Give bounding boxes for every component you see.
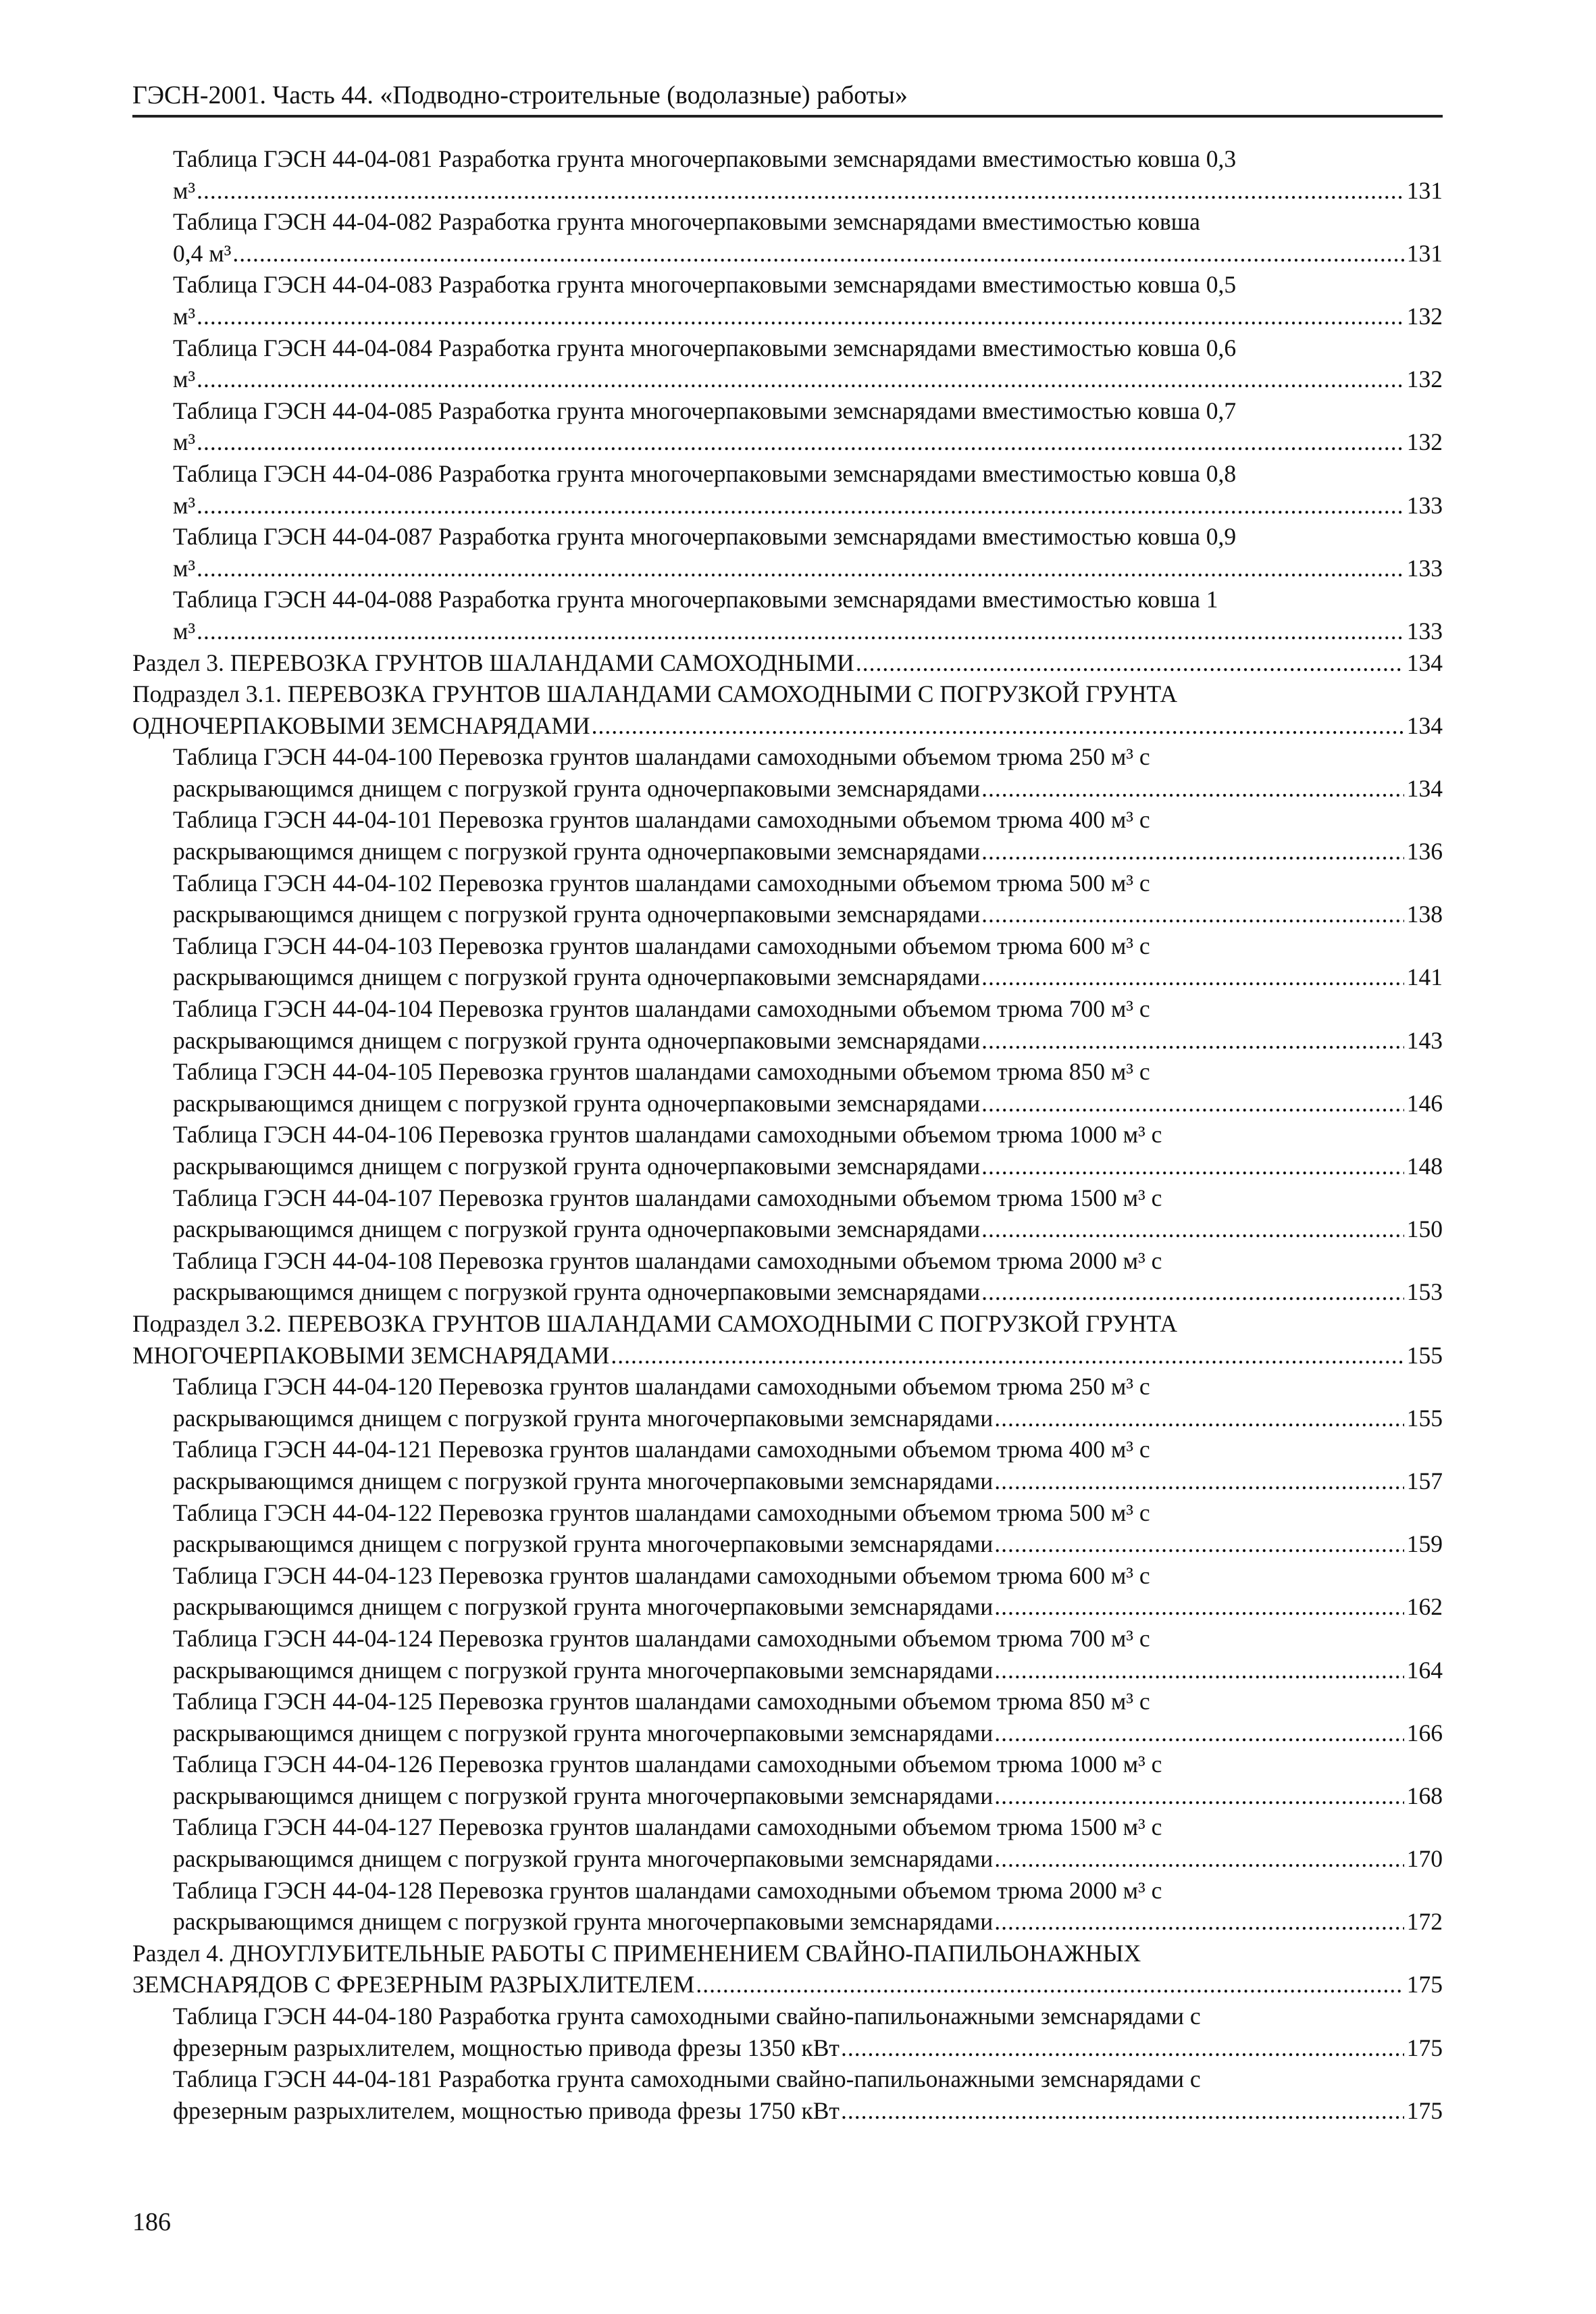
dot-leader bbox=[981, 836, 1404, 867]
dot-leader bbox=[994, 1655, 1404, 1686]
dot-leader bbox=[197, 553, 1404, 584]
toc-section-entry[interactable] bbox=[132, 647, 1443, 679]
toc-table-entry[interactable] bbox=[132, 458, 1443, 521]
toc-entry-line bbox=[132, 993, 1443, 1025]
toc-entry-text: раскрывающимся днищем с погрузкой грунта многочерпаковыми земснарядами bbox=[173, 1530, 994, 1558]
toc-table-entry[interactable] bbox=[132, 1811, 1443, 1874]
dot-leader bbox=[994, 1906, 1404, 1938]
toc-entry-line bbox=[132, 867, 1443, 899]
toc-page-number: 162 bbox=[1406, 1593, 1443, 1621]
toc-entry-text: м³ bbox=[173, 554, 196, 582]
toc-page-number: 146 bbox=[1406, 1089, 1443, 1117]
dot-leader bbox=[856, 647, 1404, 679]
toc-entry-text: раскрывающимся днищем с погрузкой грунта одночерпаковыми земснарядами bbox=[173, 963, 981, 991]
toc-entry-line bbox=[132, 1843, 1443, 1875]
toc-entry-line bbox=[132, 426, 1443, 458]
toc-table-entry[interactable] bbox=[132, 521, 1443, 584]
toc-entry-line bbox=[132, 2032, 1443, 2064]
toc-entry-line bbox=[132, 238, 1443, 270]
toc-table-entry[interactable] bbox=[132, 1182, 1443, 1245]
toc-entry-line bbox=[132, 1906, 1443, 1938]
toc-page-number: 134 bbox=[1406, 711, 1443, 739]
dot-leader bbox=[994, 1591, 1404, 1623]
dot-leader bbox=[981, 899, 1404, 930]
toc-entry-text: Таблица ГЭСН 44-04-122 Перевозка грунтов шаландами самоходными объемом трюма 500 м³ с bbox=[173, 1499, 1150, 1526]
toc-entry-text: м³ bbox=[173, 366, 196, 393]
toc-entry-text: 0,4 м³ bbox=[173, 239, 232, 267]
toc-table-entry[interactable] bbox=[132, 1119, 1443, 1182]
toc-entry-text: Таблица ГЭСН 44-04-128 Перевозка грунтов шаландами самоходными объемом трюма 2000 м³ с bbox=[173, 1876, 1162, 1904]
toc-entry-text: раскрывающимся днищем с погрузкой грунта одночерпаковыми земснарядами bbox=[173, 774, 981, 802]
toc-page-number: 150 bbox=[1406, 1215, 1443, 1243]
running-header: ГЭСН-2001. Часть 44. «Подводно-строительные (водолазные) работы» bbox=[132, 81, 908, 109]
toc-entry-text: Таблица ГЭСН 44-04-124 Перевозка грунтов шаландами самоходными объемом трюма 700 м³ с bbox=[173, 1624, 1150, 1652]
dot-leader bbox=[696, 1969, 1404, 2001]
dot-leader bbox=[841, 2032, 1404, 2064]
toc-page-number: 138 bbox=[1406, 901, 1443, 928]
toc-table-entry[interactable] bbox=[132, 395, 1443, 458]
dot-leader bbox=[981, 1151, 1404, 1182]
toc-entry-text: м³ bbox=[173, 617, 196, 645]
toc-page-number: 133 bbox=[1406, 617, 1443, 645]
toc-table-entry[interactable] bbox=[132, 2063, 1443, 2126]
toc-entry-text: м³ bbox=[173, 491, 196, 519]
toc-entry-text: Подраздел 3.1. ПЕРЕВОЗКА ГРУНТОВ ШАЛАНДАМИ САМОХОДНЫМИ С ПОГРУЗКОЙ ГРУНТА bbox=[132, 680, 1178, 708]
toc-entry-text: раскрывающимся днищем с погрузкой грунта многочерпаковыми земснарядами bbox=[173, 1593, 994, 1621]
toc-entry-line bbox=[132, 301, 1443, 332]
toc-entry-text: раскрывающимся днищем с погрузкой грунта многочерпаковыми земснарядами bbox=[173, 1404, 994, 1432]
toc-table-entry[interactable] bbox=[132, 584, 1443, 647]
toc-entry-line bbox=[132, 1938, 1443, 1969]
toc-entry-text: раскрывающимся днищем с погрузкой грунта одночерпаковыми земснарядами bbox=[173, 1153, 981, 1180]
toc-entry-text: раскрывающимся днищем с погрузкой грунта одночерпаковыми земснарядами bbox=[173, 1215, 981, 1243]
toc-entry-line bbox=[132, 490, 1443, 522]
toc-entry-text: ОДНОЧЕРПАКОВЫМИ ЗЕМСНАРЯДАМИ bbox=[132, 711, 590, 739]
toc-entry-text: раскрывающимся днищем с погрузкой грунта многочерпаковыми земснарядами bbox=[173, 1782, 994, 1809]
toc-entry-text: Таблица ГЭСН 44-04-180 Разработка грунта самоходными свайно-папильонажными земснарядами с bbox=[173, 2003, 1201, 2030]
toc-entry-line bbox=[132, 1780, 1443, 1812]
toc-table-entry[interactable] bbox=[132, 867, 1443, 930]
toc-entry-line bbox=[132, 961, 1443, 993]
dot-leader bbox=[197, 615, 1404, 647]
toc-entry-line bbox=[132, 1686, 1443, 1717]
toc-entry-text: Таблица ГЭСН 44-04-108 Перевозка грунтов шаландами самоходными объемом трюма 2000 м³ с bbox=[173, 1247, 1162, 1274]
toc-page-number: 168 bbox=[1406, 1782, 1443, 1809]
toc-page-number: 134 bbox=[1406, 774, 1443, 802]
toc-page-number: 136 bbox=[1406, 838, 1443, 865]
toc-entry-line bbox=[132, 1151, 1443, 1182]
toc-entry-text: Таблица ГЭСН 44-04-082 Разработка грунта многочерпаковыми земснарядами вместимостью ковша bbox=[173, 208, 1200, 236]
toc-entry-text: МНОГОЧЕРПАКОВЫМИ ЗЕМСНАРЯДАМИ bbox=[132, 1341, 610, 1369]
toc-page-number: 159 bbox=[1406, 1530, 1443, 1558]
toc-entry-line bbox=[132, 710, 1443, 742]
toc-table-entry[interactable] bbox=[132, 1623, 1443, 1686]
toc-entry-line bbox=[132, 1655, 1443, 1686]
toc-entry-line bbox=[132, 206, 1443, 238]
toc-page-number: 172 bbox=[1406, 1908, 1443, 1936]
dot-leader bbox=[197, 363, 1404, 395]
toc-page-number: 155 bbox=[1406, 1341, 1443, 1369]
toc-section-entry[interactable] bbox=[132, 1308, 1443, 1371]
toc-entry-text: Таблица ГЭСН 44-04-125 Перевозка грунтов шаландами самоходными объемом трюма 850 м³ с bbox=[173, 1688, 1150, 1715]
toc-entry-line bbox=[132, 175, 1443, 207]
toc-entry-text: раскрывающимся днищем с погрузкой грунта одночерпаковыми земснарядами bbox=[173, 838, 981, 865]
toc-entry-line bbox=[132, 2001, 1443, 2032]
toc-page-number: 153 bbox=[1406, 1278, 1443, 1306]
toc-entry-line bbox=[132, 1969, 1443, 2001]
toc-page-number: 133 bbox=[1406, 554, 1443, 582]
toc-entry-text: м³ bbox=[173, 428, 196, 456]
toc-entry-text: Таблица ГЭСН 44-04-087 Разработка грунта многочерпаковыми земснарядами вместимостью ковша 0,9 bbox=[173, 523, 1237, 551]
dot-leader bbox=[981, 961, 1404, 993]
toc-entry-line bbox=[132, 584, 1443, 615]
toc-entry-text: Таблица ГЭСН 44-04-121 Перевозка грунтов шаландами самоходными объемом трюма 400 м³ с bbox=[173, 1436, 1150, 1463]
toc-table-entry[interactable] bbox=[132, 2001, 1443, 2063]
toc-entry-line bbox=[132, 458, 1443, 490]
toc-table-entry[interactable] bbox=[132, 1056, 1443, 1119]
toc-entry-line bbox=[132, 1245, 1443, 1277]
toc-entry-text: раскрывающимся днищем с погрузкой грунта многочерпаковыми земснарядами bbox=[173, 1845, 994, 1873]
dot-leader bbox=[994, 1528, 1404, 1560]
page-number: 186 bbox=[132, 2208, 171, 2236]
dot-leader bbox=[841, 2095, 1404, 2127]
toc-entry-text: ЗЕМСНАРЯДОВ С ФРЕЗЕРНЫМ РАЗРЫХЛИТЕЛЕМ bbox=[132, 1971, 695, 1998]
toc-entry-text: Раздел 3. ПЕРЕВОЗКА ГРУНТОВ ШАЛАНДАМИ САМОХОДНЫМИ bbox=[132, 649, 854, 676]
dot-leader bbox=[611, 1340, 1404, 1372]
toc-page-number: 175 bbox=[1406, 1971, 1443, 1998]
toc-table-entry[interactable] bbox=[132, 930, 1443, 993]
toc-page-number: 132 bbox=[1406, 366, 1443, 393]
toc-entry-text: Таблица ГЭСН 44-04-100 Перевозка грунтов шаландами самоходными объемом трюма 250 м³ с bbox=[173, 743, 1150, 771]
toc-entry-text: Таблица ГЭСН 44-04-088 Разработка грунта многочерпаковыми земснарядами вместимостью ковша 1 bbox=[173, 586, 1218, 613]
toc-entry-line bbox=[132, 1340, 1443, 1372]
toc-entry-line bbox=[132, 930, 1443, 962]
toc-entry-line bbox=[132, 836, 1443, 867]
toc-section-entry[interactable] bbox=[132, 1938, 1443, 2001]
toc-page-number: 175 bbox=[1406, 2034, 1443, 2061]
toc-entry-text: Таблица ГЭСН 44-04-126 Перевозка грунтов шаландами самоходными объемом трюма 1000 м³ с bbox=[173, 1751, 1162, 1778]
toc-entry-line bbox=[132, 521, 1443, 553]
toc-entry-text: раскрывающимся днищем с погрузкой грунта многочерпаковыми земснарядами bbox=[173, 1656, 994, 1684]
toc-entry-text: раскрывающимся днищем с погрузкой грунта многочерпаковыми земснарядами bbox=[173, 1908, 994, 1936]
toc-table-entry[interactable] bbox=[132, 206, 1443, 269]
dot-leader bbox=[197, 175, 1404, 207]
toc-page-number: 155 bbox=[1406, 1404, 1443, 1432]
toc-entry-line bbox=[132, 1875, 1443, 1907]
toc-page-number: 157 bbox=[1406, 1467, 1443, 1494]
toc-entry-text: м³ bbox=[173, 302, 196, 330]
toc-entry-text: Таблица ГЭСН 44-04-103 Перевозка грунтов шаландами самоходными объемом трюма 600 м³ с bbox=[173, 932, 1150, 959]
toc-entry-text: фрезерным разрыхлителем, мощностью привода фрезы 1750 кВт bbox=[173, 2096, 840, 2124]
toc-page-number: 175 bbox=[1406, 2096, 1443, 2124]
toc-page-number: 132 bbox=[1406, 428, 1443, 456]
toc-entry-line bbox=[132, 1403, 1443, 1434]
toc-entry-line bbox=[132, 269, 1443, 301]
toc-page-number: 132 bbox=[1406, 302, 1443, 330]
toc-entry-text: раскрывающимся днищем с погрузкой грунта многочерпаковыми земснарядами bbox=[173, 1719, 994, 1746]
dot-leader bbox=[592, 710, 1404, 742]
dot-leader bbox=[981, 1025, 1404, 1057]
toc-entry-text: Подраздел 3.2. ПЕРЕВОЗКА ГРУНТОВ ШАЛАНДАМИ САМОХОДНЫМИ С ПОГРУЗКОЙ ГРУНТА bbox=[132, 1309, 1178, 1337]
toc-entry-line bbox=[132, 1591, 1443, 1623]
toc-entry-text: Таблица ГЭСН 44-04-102 Перевозка грунтов шаландами самоходными объемом трюма 500 м³ с bbox=[173, 869, 1150, 897]
toc-entry-text: Таблица ГЭСН 44-04-083 Разработка грунта многочерпаковыми земснарядами вместимостью ковша 0,5 bbox=[173, 271, 1237, 299]
toc-entry-line bbox=[132, 1308, 1443, 1340]
toc-entry-line bbox=[132, 332, 1443, 364]
dot-leader bbox=[197, 426, 1404, 458]
toc-entry-line bbox=[132, 1119, 1443, 1151]
dot-leader bbox=[994, 1843, 1404, 1875]
toc-table-entry[interactable] bbox=[132, 143, 1443, 206]
toc-entry-text: Таблица ГЭСН 44-04-107 Перевозка грунтов шаландами самоходными объемом трюма 1500 м³ с bbox=[173, 1184, 1162, 1211]
toc-table-entry[interactable] bbox=[132, 269, 1443, 332]
dot-leader bbox=[197, 490, 1404, 522]
toc-entry-line bbox=[132, 1528, 1443, 1560]
toc-entry-text: раскрывающимся днищем с погрузкой грунта одночерпаковыми земснарядами bbox=[173, 1026, 981, 1054]
dot-leader bbox=[232, 238, 1404, 270]
toc-table-entry[interactable] bbox=[132, 1434, 1443, 1496]
dot-leader bbox=[981, 1088, 1404, 1120]
dot-leader bbox=[981, 1213, 1404, 1245]
toc-entry-text: Таблица ГЭСН 44-04-085 Разработка грунта многочерпаковыми земснарядами вместимостью ковша 0,7 bbox=[173, 397, 1237, 424]
toc-entry-line bbox=[132, 1056, 1443, 1088]
toc-section-entry[interactable] bbox=[132, 678, 1443, 741]
toc-entry-line bbox=[132, 143, 1443, 175]
dot-leader bbox=[981, 1276, 1404, 1308]
toc-entry-line bbox=[132, 1811, 1443, 1843]
toc-page-number: 141 bbox=[1406, 963, 1443, 991]
toc-table-entry[interactable] bbox=[132, 1560, 1443, 1623]
dot-leader bbox=[981, 773, 1404, 805]
toc-table-entry[interactable] bbox=[132, 1371, 1443, 1434]
toc-entry-text: Таблица ГЭСН 44-04-181 Разработка грунта самоходными свайно-папильонажными земснарядами с bbox=[173, 2065, 1201, 2093]
toc-entry-line bbox=[132, 1497, 1443, 1529]
toc-page-number: 166 bbox=[1406, 1719, 1443, 1746]
toc-entry-text: м³ bbox=[173, 176, 196, 204]
header-rule bbox=[132, 115, 1443, 118]
dot-leader bbox=[994, 1465, 1404, 1497]
toc-entry-text: Таблица ГЭСН 44-04-101 Перевозка грунтов шаландами самоходными объемом трюма 400 м³ с bbox=[173, 806, 1150, 834]
toc-page-number: 133 bbox=[1406, 491, 1443, 519]
toc-entry-line bbox=[132, 1434, 1443, 1465]
toc-table-entry[interactable] bbox=[132, 1245, 1443, 1308]
toc-entry-line bbox=[132, 2063, 1443, 2095]
toc-entry-line bbox=[132, 773, 1443, 805]
dot-leader bbox=[994, 1717, 1404, 1749]
toc-entry-line bbox=[132, 363, 1443, 395]
toc-entry-line bbox=[132, 899, 1443, 930]
toc-entry-text: фрезерным разрыхлителем, мощностью привода фрезы 1350 кВт bbox=[173, 2034, 840, 2061]
toc-table-entry[interactable] bbox=[132, 804, 1443, 867]
toc-page-number: 164 bbox=[1406, 1656, 1443, 1684]
toc-entry-line bbox=[132, 1276, 1443, 1308]
toc-entry-line bbox=[132, 1465, 1443, 1497]
toc-table-entry[interactable] bbox=[132, 1686, 1443, 1749]
toc-entry-line bbox=[132, 678, 1443, 710]
dot-leader bbox=[994, 1780, 1404, 1812]
toc-entry-text: Таблица ГЭСН 44-04-123 Перевозка грунтов шаландами самоходными объемом трюма 600 м³ с bbox=[173, 1561, 1150, 1589]
toc-entry-text: Таблица ГЭСН 44-04-106 Перевозка грунтов шаландами самоходными объемом трюма 1000 м³ с bbox=[173, 1121, 1162, 1149]
toc-table-entry[interactable] bbox=[132, 1875, 1443, 1938]
toc-entry-text: раскрывающимся днищем с погрузкой грунта многочерпаковыми земснарядами bbox=[173, 1467, 994, 1494]
toc-entry-text: Таблица ГЭСН 44-04-084 Разработка грунта многочерпаковыми земснарядами вместимостью ковша 0,6 bbox=[173, 334, 1237, 361]
toc-entry-line bbox=[132, 1560, 1443, 1592]
toc-table-entry[interactable] bbox=[132, 332, 1443, 395]
toc-entry-text: Таблица ГЭСН 44-04-127 Перевозка грунтов шаландами самоходными объемом трюма 1500 м³ с bbox=[173, 1813, 1162, 1841]
toc-page-number: 131 bbox=[1406, 239, 1443, 267]
toc-entry-line bbox=[132, 741, 1443, 773]
toc-entry-line bbox=[132, 553, 1443, 584]
toc-entry-text: Таблица ГЭСН 44-04-081 Разработка грунта многочерпаковыми земснарядами вместимостью ковша 0,3 bbox=[173, 145, 1237, 172]
toc-entry-text: раскрывающимся днищем с погрузкой грунта одночерпаковыми земснарядами bbox=[173, 901, 981, 928]
toc-entry-line bbox=[132, 1025, 1443, 1057]
dot-leader bbox=[197, 301, 1404, 332]
toc-entry-line bbox=[132, 2095, 1443, 2127]
toc-page-number: 134 bbox=[1406, 649, 1443, 676]
toc-table-entry[interactable] bbox=[132, 1749, 1443, 1811]
toc-page-number: 131 bbox=[1406, 176, 1443, 204]
toc-entry-text: Таблица ГЭСН 44-04-105 Перевозка грунтов шаландами самоходными объемом трюма 850 м³ с bbox=[173, 1058, 1150, 1086]
toc-entry-text: раскрывающимся днищем с погрузкой грунта одночерпаковыми земснарядами bbox=[173, 1089, 981, 1117]
toc-entry-line bbox=[132, 647, 1443, 679]
toc-entry-line bbox=[132, 615, 1443, 647]
toc-entry-line bbox=[132, 1088, 1443, 1120]
toc-entry-text: Таблица ГЭСН 44-04-104 Перевозка грунтов шаландами самоходными объемом трюма 700 м³ с bbox=[173, 995, 1150, 1023]
toc-entry-line bbox=[132, 1213, 1443, 1245]
toc-entry-line bbox=[132, 1717, 1443, 1749]
toc-entry-text: Таблица ГЭСН 44-04-086 Разработка грунта многочерпаковыми земснарядами вместимостью ковша 0,8 bbox=[173, 459, 1237, 487]
toc-entry-line bbox=[132, 1623, 1443, 1655]
toc-page-number: 170 bbox=[1406, 1845, 1443, 1873]
toc-entry-line bbox=[132, 1749, 1443, 1780]
toc-entry-line bbox=[132, 804, 1443, 836]
toc-table-entry[interactable] bbox=[132, 1497, 1443, 1560]
toc-entry-text: раскрывающимся днищем с погрузкой грунта одночерпаковыми земснарядами bbox=[173, 1278, 981, 1306]
toc-entry-line bbox=[132, 1371, 1443, 1403]
toc-entry-text: Раздел 4. ДНОУГЛУБИТЕЛЬНЫЕ РАБОТЫ С ПРИМЕНЕНИЕМ СВАЙНО-ПАПИЛЬОНАЖНЫХ bbox=[132, 1939, 1141, 1967]
toc-table-entry[interactable] bbox=[132, 741, 1443, 804]
toc-page-number: 143 bbox=[1406, 1026, 1443, 1054]
toc-page-number: 148 bbox=[1406, 1153, 1443, 1180]
table-of-contents bbox=[132, 143, 1443, 2126]
dot-leader bbox=[994, 1403, 1404, 1434]
toc-entry-line bbox=[132, 395, 1443, 427]
toc-table-entry[interactable] bbox=[132, 993, 1443, 1056]
toc-entry-line bbox=[132, 1182, 1443, 1214]
toc-entry-text: Таблица ГЭСН 44-04-120 Перевозка грунтов шаландами самоходными объемом трюма 250 м³ с bbox=[173, 1373, 1150, 1401]
